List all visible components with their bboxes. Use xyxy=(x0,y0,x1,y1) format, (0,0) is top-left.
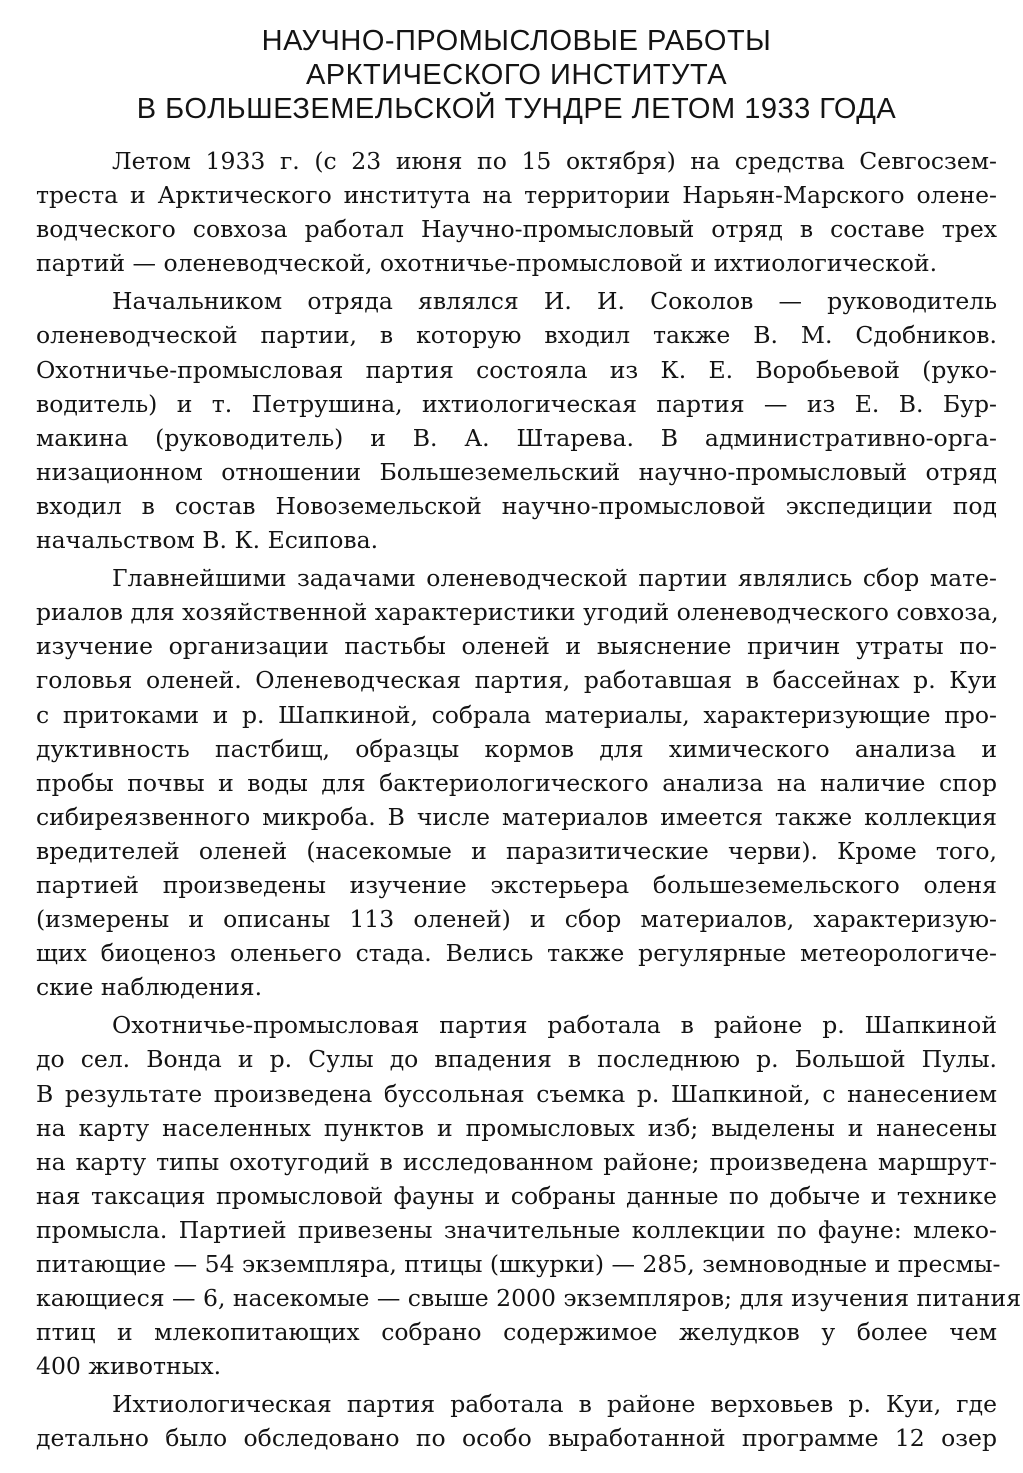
text-line: водитель) и т. Петрушина, ихтиологическая партия — из Е. В. Бур- xyxy=(36,389,997,418)
text-line: с притоками и р. Шапкиной, собрала материалы, характеризующие про- xyxy=(36,700,997,729)
title-line: НАУЧНО-ПРОМЫСЛОВЫЕ РАБОТЫ xyxy=(261,25,772,57)
text-line: (измерены и описаны 113 оленей) и сбор материалов, характеризую- xyxy=(36,905,997,934)
text-line: Охотничье-промысловая партия состояла из К. Е. Воробьевой (руко- xyxy=(36,355,997,384)
text-line: низационном отношении Большеземельский научно-промысловый отряд xyxy=(36,457,997,486)
text-line: сибиреязвенного микроба. В числе материалов имеется также коллекция xyxy=(36,802,997,831)
text-line: оленеводческой партии, в которую входил также В. М. Сдобников. xyxy=(36,321,997,350)
article-body xyxy=(36,144,1022,1456)
text-line: дуктивность пастбищ, образцы кормов для химического анализа и xyxy=(36,734,997,763)
text-line: ная таксация промысловой фауны и собраны данные по добыче и технике xyxy=(36,1181,997,1210)
text-line: макина (руководитель) и В. А. Штарева. В административно-орга- xyxy=(36,423,997,452)
text-line: до сел. Вонда и р. Сулы до впадения в последнюю р. Большой Пулы. xyxy=(36,1045,997,1074)
text-line: птиц и млекопитающих собрано содержимое желудков у более чем xyxy=(36,1318,997,1347)
paragraph xyxy=(36,561,997,1004)
text-line: пробы почвы и воды для бактериологического анализа на наличие спор xyxy=(36,768,997,797)
text-line: кающиеся — 6, насекомые — свыше 2000 экземпляров; для изучения питания xyxy=(36,1284,1022,1313)
text-line: питающие — 54 экземпляра, птицы (шкурки) — 285, земноводные и пресмы- xyxy=(36,1250,1001,1278)
text-line: Главнейшими задачами оленеводческой партии являлись сбор мате- xyxy=(112,564,997,593)
paragraph xyxy=(36,1008,1022,1383)
title-line: В БОЛЬШЕЗЕМЕЛЬСКОЙ ТУНДРЕ ЛЕТОМ 1933 ГОДА xyxy=(136,93,897,125)
text-line: на карту типы охотугодий в исследованном районе; произведена маршрут- xyxy=(36,1147,997,1176)
article-title xyxy=(36,24,997,126)
paragraph xyxy=(36,284,997,557)
text-line: начальством В. К. Есипова. xyxy=(36,526,379,555)
text-line: Летом 1933 г. (с 23 июня по 15 октября) на средства Севгосзем- xyxy=(112,147,997,175)
text-line: щих биоценоз оленьего стада. Велись также регулярные метеорологиче- xyxy=(36,939,997,968)
text-line: промысла. Партией привезены значительные коллекции по фауне: млеко- xyxy=(36,1215,997,1244)
text-line: В результате произведена буссольная съемка р. Шапкиной, с нанесением xyxy=(36,1079,997,1108)
text-line: на карту населенных пунктов и промысловых изб; выделены и нанесены xyxy=(36,1113,997,1142)
text-line: водческого совхоза работал Научно-промысловый отряд в составе трех xyxy=(36,215,997,244)
text-line: вредителей оленей (насекомые и паразитические черви). Кроме того, xyxy=(36,836,997,865)
text-line: детально было обследовано по особо выработанной программе 12 озер xyxy=(36,1424,997,1453)
text-line: ские наблюдения. xyxy=(36,973,263,1002)
title-line: АРКТИЧЕСКОГО ИНСТИТУТА xyxy=(305,59,728,91)
text-line: треста и Арктического института на территории Нарьян-Марского олене- xyxy=(36,181,997,210)
paragraph xyxy=(36,1387,997,1455)
text-line: риалов для хозяйственной характеристики угодий оленеводческого совхоза, xyxy=(36,598,999,627)
text-line: головья оленей. Оленеводческая партия, работавшая в бассейнах р. Куи xyxy=(36,666,997,695)
text-line: Охотничье-промысловая партия работала в районе р. Шапкиной xyxy=(112,1011,997,1040)
text-line: партий — оленеводческой, охотничье-промысловой и ихтиологической. xyxy=(36,249,938,278)
text-line: Ихтиологическая партия работала в районе верховьев р. Куи, где xyxy=(112,1390,997,1419)
paragraph xyxy=(36,144,997,280)
text-line: 400 животных. xyxy=(36,1352,222,1381)
text-line: партией произведены изучение экстерьера большеземельского оленя xyxy=(36,870,997,899)
text-line: входил в состав Новоземельской научно-промысловой экспедиции под xyxy=(36,491,997,520)
text-line: Начальником отряда являлся И. И. Соколов — руководитель xyxy=(112,287,997,316)
text-line: изучение организации пастьбы оленей и выяснение причин утраты по- xyxy=(36,632,997,661)
